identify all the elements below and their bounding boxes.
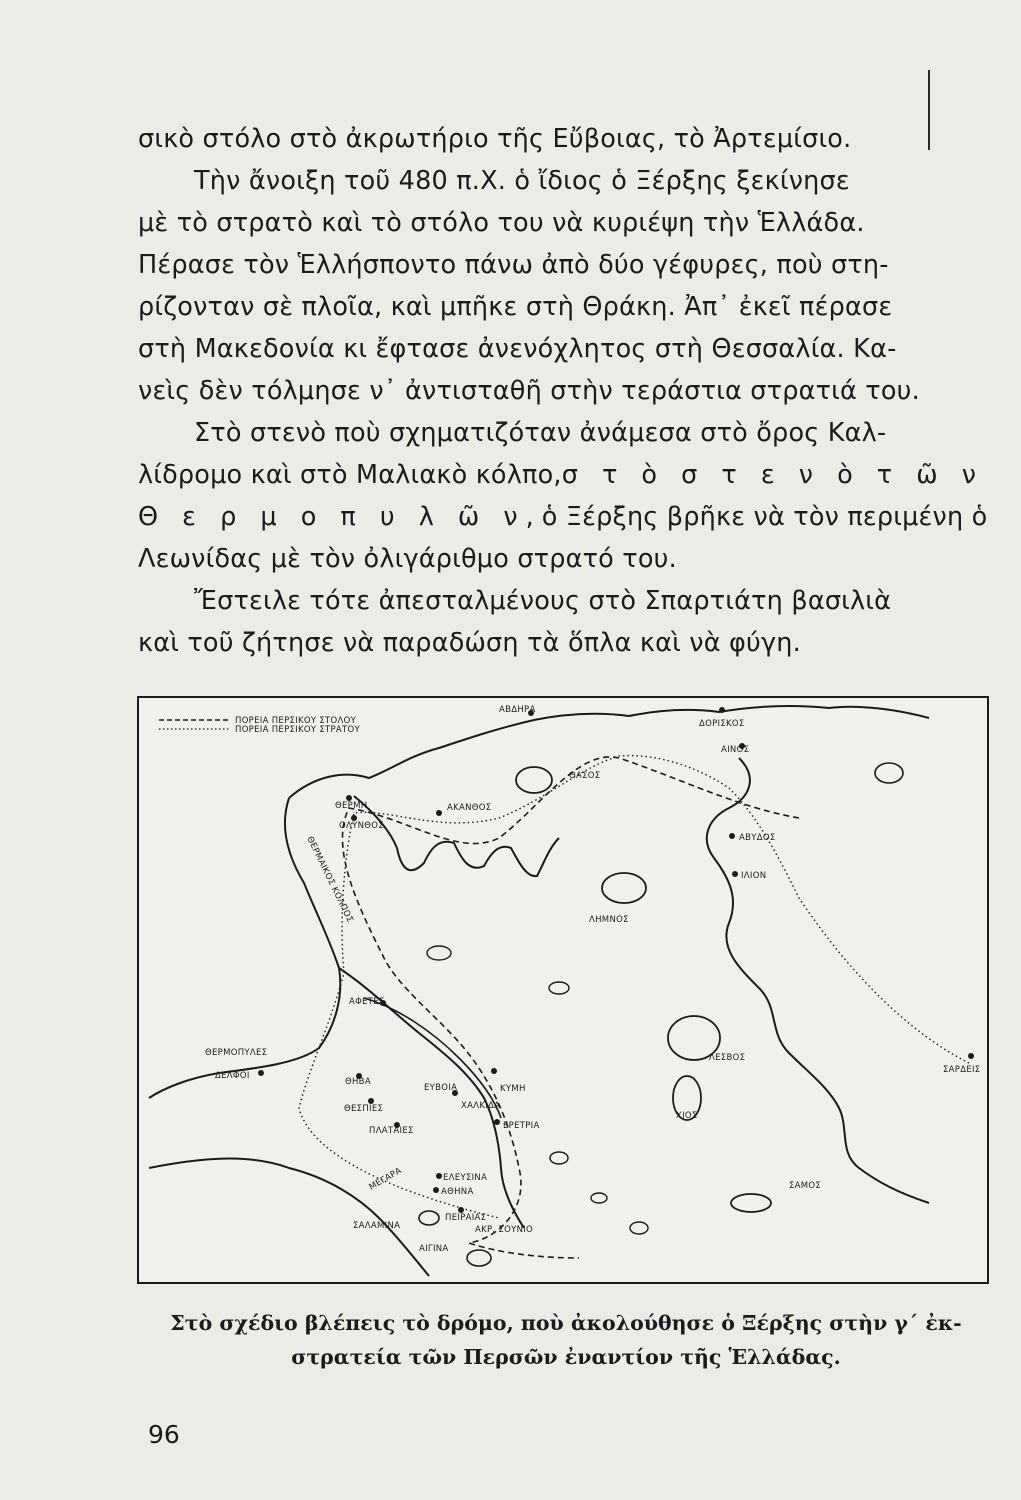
place-label: ΑΦΕΤΕΣ (349, 997, 385, 1007)
text-line: Στὸ στενὸ ποὺ σχηματιζόταν ἀνάμεσα στὸ ὄρος Καλ- (194, 418, 887, 448)
lemnos-island (602, 873, 646, 903)
place-label: ΣΑΛΑΜΙΝΑ (353, 1221, 401, 1231)
place-label: ΑΚΡ. ΣΟΥΝΙΟ (475, 1225, 534, 1235)
island (591, 1193, 607, 1203)
north-coastline (289, 706, 929, 798)
place-label: ΟΛΥΝΘΟΣ (339, 821, 384, 831)
place-label: ΣΑΡΔΕΙΣ (943, 1065, 981, 1075)
text-line: στὴ Μακεδονία κι ἔφτασε ἀνενόχλητος στὴ Θεσσαλία. Κα- (138, 334, 897, 364)
city-dot (719, 707, 725, 713)
place-label: ΣΑΜΟΣ (789, 1181, 822, 1191)
body-text (138, 118, 988, 664)
text-fragment: λίδρομο καὶ στὸ Μαλιακὸ κόλπο, (138, 460, 562, 490)
island (550, 1152, 568, 1164)
place-label: ΛΗΜΝΟΣ (589, 915, 629, 925)
city-markers (258, 707, 974, 1213)
caption-line: Στὸ σχέδιο βλέπεις τὸ δρόμο, ποὺ ἀκολούθησε ὁ Ξέρξης στὴν γ´ ἐκ- (170, 1311, 962, 1335)
text-line: Τὴν ἄνοιξη τοῦ 480 π.Χ. ὁ ἴδιος ὁ Ξέρξης ξεκίνησε (194, 166, 850, 196)
text-line-spaced (138, 454, 984, 496)
text-line: νεὶς δὲν τόλμησε ν᾽ ἀντισταθῆ στὴν τεράστια στρατιά του. (138, 376, 920, 406)
city-dot (433, 1187, 439, 1193)
text-line: Πέρασε τὸν Ἑλλήσποντο πάνω ἀπὸ δύο γέφυρες, ποὺ στη- (138, 250, 889, 280)
emphasis-spaced-text: σ τ ὸ σ τ ε ν ὸ τ ῶ ν (561, 460, 984, 490)
island (630, 1222, 648, 1234)
place-label: ΘΕΡΜΑΙΚΟΣ ΚΟΛΠΟΣ (304, 834, 355, 925)
text-line: σικὸ στόλο στὸ ἀκρωτήριο τῆς Εὔβοιας, τὸ Ἀρτεμίσιο. (138, 124, 852, 154)
place-label: ΕΡΕΤΡΙΑ (503, 1121, 540, 1131)
place-label: ΜΕΓΑΡΑ (367, 1165, 404, 1193)
island (875, 763, 903, 783)
text-line: Ἔστειλε τότε ἀπεσταλμένους στὸ Σπαρτιάτη βασιλιὰ (194, 586, 892, 616)
text-line: ρίζονταν σὲ πλοῖα, καὶ μπῆκε στὴ Θράκη. Ἀπ᾽ ἐκεῖ πέρασε (138, 292, 893, 322)
place-label: ΘΗΒΑ (345, 1077, 371, 1087)
city-dot (968, 1053, 974, 1059)
page-number: 96 (148, 1420, 180, 1449)
place-label: ΠΛΑΤΑΙΕΣ (369, 1126, 414, 1136)
text-line: μὲ τὸ στρατὸ καὶ τὸ στόλο του νὰ κυριέψη τὴν Ἑλλάδα. (138, 208, 865, 238)
map-drawing (139, 698, 987, 1282)
text-line: Λεωνίδας μὲ τὸν ὀλιγάριθμο στρατό του. (138, 544, 677, 574)
place-label: ΕΥΒΟΙΑ (424, 1083, 458, 1093)
text-fragment: ὁ Ξέρξης βρῆκε νὰ τὸν περιμένη ὁ (541, 502, 988, 532)
place-label: ΔΟΡΙΣΚΟΣ (699, 719, 745, 729)
army-route-line (299, 756, 969, 1218)
place-label: ΑΙΝΟΣ (721, 745, 750, 755)
emphasis-spaced-text: Θ ε ρ μ ο π υ λ ῶ ν, (138, 502, 542, 532)
place-label: ΘΕΡΜΗ (335, 801, 368, 811)
place-label: ΧΙΟΣ (676, 1111, 698, 1121)
city-dot (491, 1068, 497, 1074)
text-line-spaced (138, 496, 988, 538)
city-dot (436, 1173, 442, 1179)
place-label: ΘΑΣΟΣ (569, 771, 601, 781)
island (549, 982, 569, 994)
salamis-island (419, 1211, 439, 1225)
city-dot (494, 1119, 500, 1125)
place-label: ΑΒΥΔΟΣ (739, 833, 776, 843)
place-label: ΠΕΙΡΑΙΑΣ (445, 1213, 487, 1223)
place-label: ΧΑΛΚΙΔΑ (461, 1101, 501, 1111)
fleet-route-line (342, 757, 799, 1258)
place-label: ΚΥΜΗ (500, 1084, 526, 1094)
place-label: ΛΕΣΒΟΣ (709, 1053, 746, 1063)
map-caption (146, 1306, 986, 1374)
island (427, 946, 451, 960)
place-label: ΑΘΗΝΑ (441, 1187, 474, 1197)
city-dot (729, 833, 735, 839)
city-dot (732, 871, 738, 877)
route-map (137, 696, 989, 1284)
place-label: ΕΛΕΥΣΙΝΑ (443, 1173, 488, 1183)
place-label: ΔΕΛΦΟΙ (215, 1071, 250, 1081)
city-dot (258, 1070, 264, 1076)
place-label: ΑΚΑΝΘΟΣ (447, 803, 492, 813)
aigina-island (467, 1250, 491, 1266)
place-label: ΙΛΙΟΝ (741, 871, 767, 881)
city-dot (436, 810, 442, 816)
place-label: ΑΒΔΗΡΑ (499, 705, 536, 715)
thasos-island (516, 767, 552, 793)
samos-island (731, 1194, 771, 1212)
place-label: ΘΕΣΠΙΕΣ (344, 1104, 384, 1114)
place-label: ΘΕΡΜΟΠΥΛΕΣ (205, 1048, 268, 1058)
text-line: καὶ τοῦ ζήτησε νὰ παραδώση τὰ ὅπλα καὶ νὰ φύγη. (138, 628, 801, 658)
asia-minor-coast (707, 758, 929, 1203)
legend-fleet-label: ΠΟΡΕΙΑ ΠΕΡΣΙΚΟΥ ΣΤΟΛΟΥ (235, 716, 357, 726)
caption-line: στρατεία τῶν Περσῶν ἐναντίον τῆς Ἑλλάδας. (291, 1345, 841, 1369)
place-label: ΑΙΓΙΝΑ (419, 1244, 449, 1254)
legend-army-label: ΠΟΡΕΙΑ ΠΕΡΣΙΚΟΥ ΣΤΡΑΤΟΥ (235, 725, 361, 735)
